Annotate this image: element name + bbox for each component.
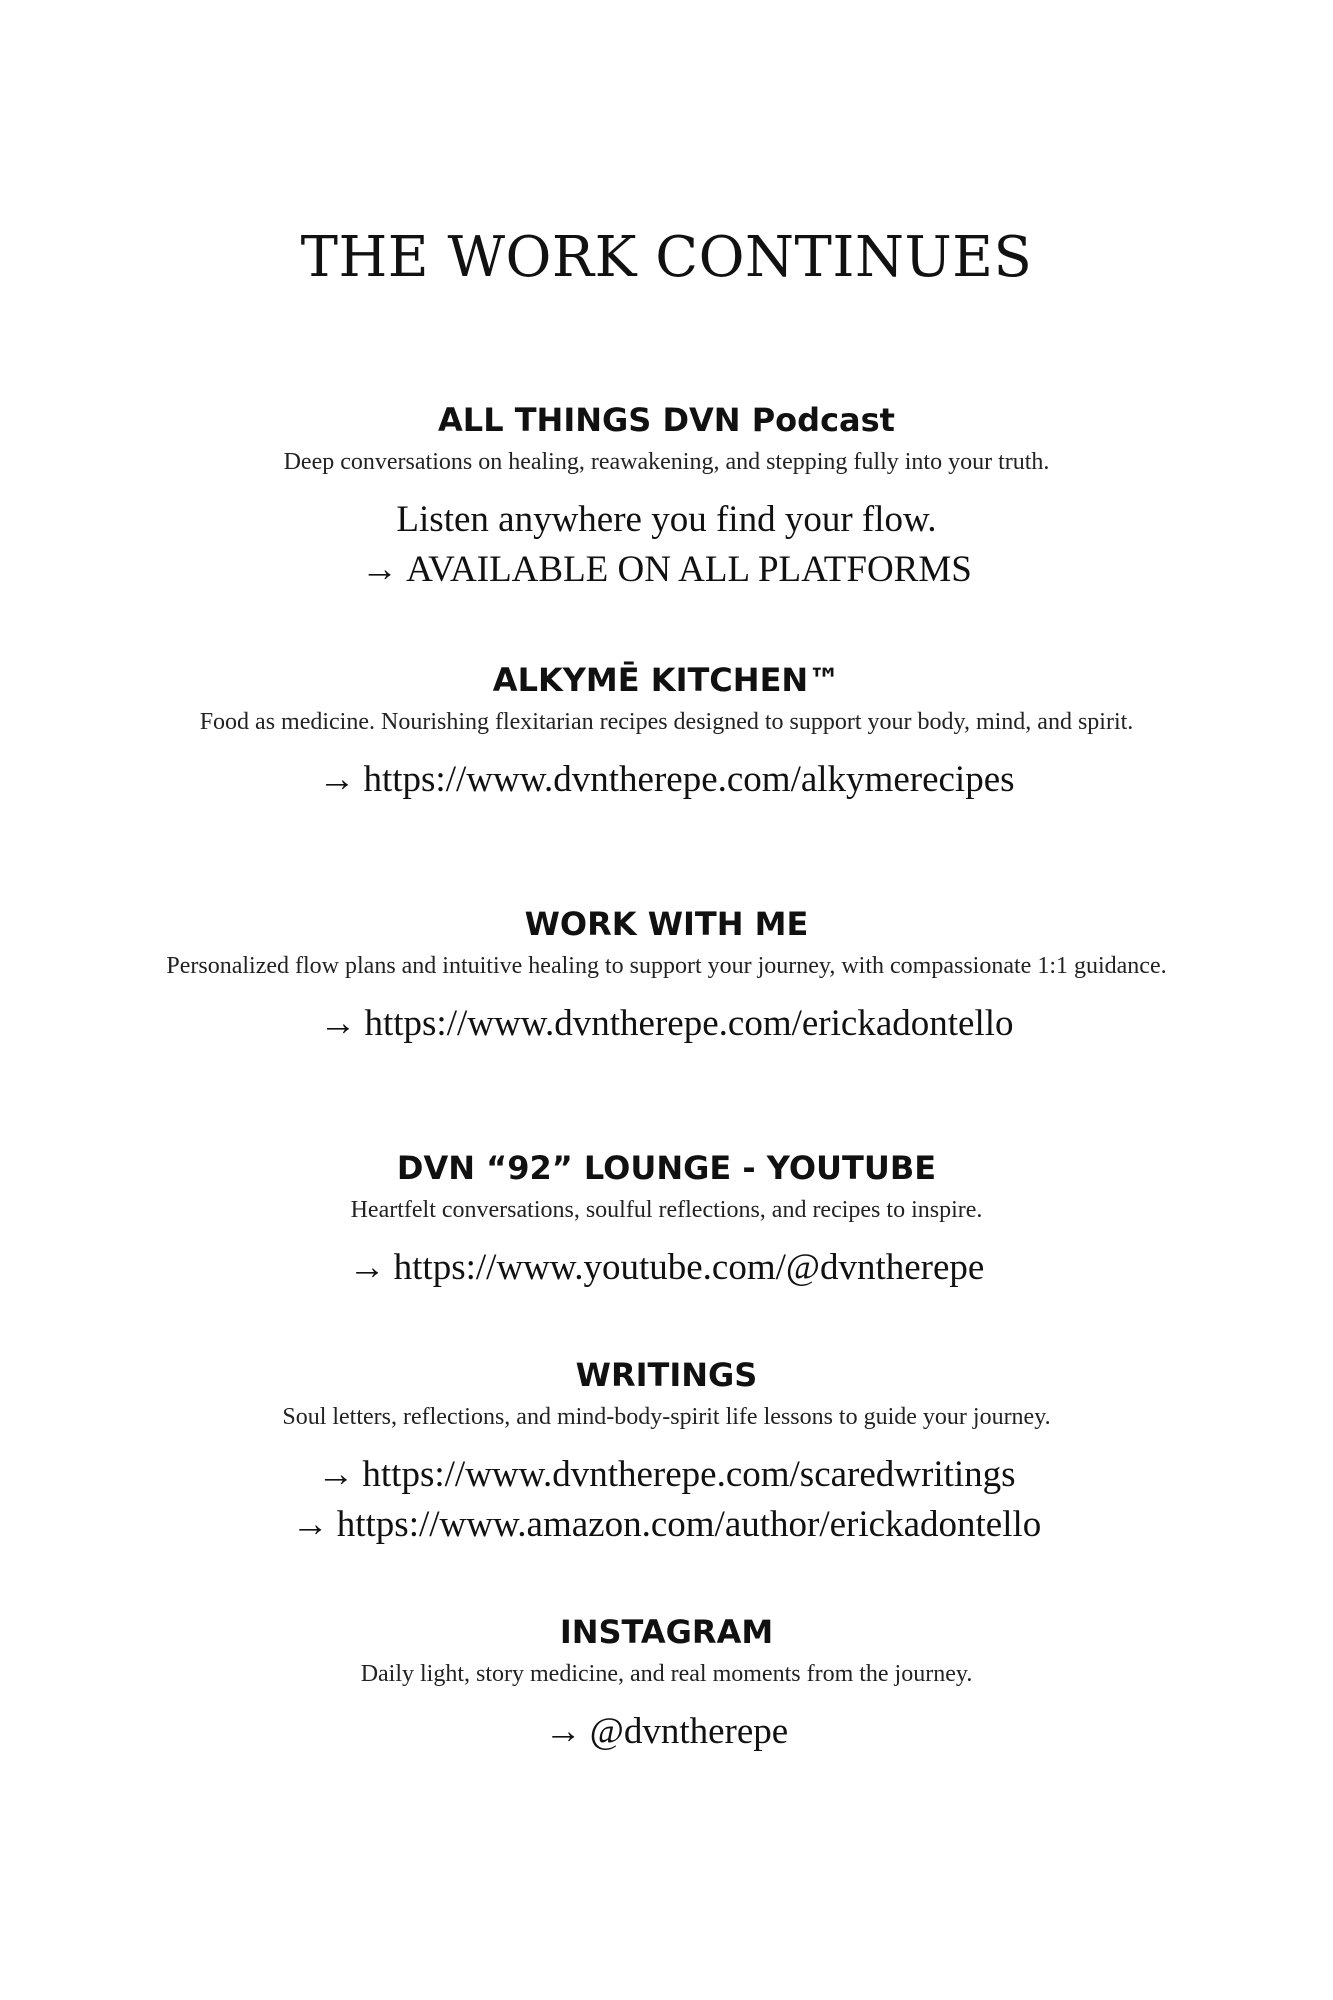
- podcast-lines: [130, 495, 1203, 595]
- instagram-links: [130, 1707, 1203, 1757]
- kitchen-link-text[interactable]: https://www.dvntherepe.com/alkymerecipes: [363, 759, 1015, 800]
- section-description: Daily light, story medicine, and real moments from the journey.: [360, 1661, 973, 1687]
- right-arrow-icon: →: [317, 1454, 355, 1495]
- kitchen-link[interactable]: [130, 755, 1203, 805]
- instagram-handle-link[interactable]: [130, 1707, 1203, 1757]
- podcast-platforms-text[interactable]: AVAILABLE ON ALL PLATFORMS: [406, 549, 972, 590]
- right-arrow-icon: →: [291, 1504, 329, 1545]
- section-podcast: [130, 400, 1203, 595]
- podcast-tagline: [130, 495, 1203, 545]
- section-description: Soul letters, reflections, and mind-body-spirit life lessons to guide your journey.: [282, 1404, 1051, 1430]
- section-heading: ALL THINGS DVN Podcast: [438, 401, 895, 439]
- writings-links: [130, 1450, 1203, 1550]
- section-heading: DVN “92” LOUNGE - YOUTUBE: [396, 1149, 937, 1187]
- right-arrow-icon: →: [361, 549, 399, 590]
- amazon-author-link-text[interactable]: https://www.amazon.com/author/erickadontello: [336, 1504, 1042, 1545]
- section-alkyme-kitchen: [130, 660, 1203, 805]
- youtube-link[interactable]: [130, 1243, 1203, 1293]
- work-with-me-link[interactable]: [130, 999, 1203, 1049]
- section-writings: [130, 1355, 1203, 1550]
- podcast-platforms-line[interactable]: [130, 545, 1203, 595]
- section-heading: INSTAGRAM: [559, 1613, 774, 1651]
- right-arrow-icon: →: [318, 759, 356, 800]
- podcast-tagline-text: Listen anywhere you find your flow.: [396, 499, 937, 540]
- youtube-link-text[interactable]: https://www.youtube.com/@dvntherepe: [393, 1247, 985, 1288]
- section-description: Personalized flow plans and intuitive healing to support your journey, with compassionate 1:1 guidance.: [166, 953, 1167, 979]
- section-heading: WRITINGS: [575, 1356, 758, 1394]
- section-youtube-lounge: [130, 1148, 1203, 1293]
- section-heading: WORK WITH ME: [524, 905, 809, 943]
- section-description: Heartfelt conversations, soulful reflections, and recipes to inspire.: [350, 1197, 983, 1223]
- section-work-with-me: [130, 904, 1203, 1049]
- section-description: Deep conversations on healing, reawakening, and stepping fully into your truth.: [283, 449, 1050, 475]
- right-arrow-icon: →: [544, 1711, 582, 1752]
- section-heading: ALKYMĒ KITCHEN™: [492, 661, 841, 699]
- section-description: Food as medicine. Nourishing flexitarian recipes designed to support your body, mind, and spirit.: [199, 709, 1134, 735]
- instagram-handle-text[interactable]: @dvntherepe: [589, 1711, 789, 1752]
- page-title: THE WORK CONTINUES: [300, 225, 1033, 290]
- right-arrow-icon: →: [348, 1247, 386, 1288]
- amazon-author-link[interactable]: [130, 1500, 1203, 1550]
- work-with-me-links: [130, 999, 1203, 1049]
- writings-link[interactable]: [130, 1450, 1203, 1500]
- kitchen-links: [130, 755, 1203, 805]
- writings-link-text[interactable]: https://www.dvntherepe.com/scaredwritings: [362, 1454, 1016, 1495]
- youtube-links: [130, 1243, 1203, 1293]
- right-arrow-icon: →: [319, 1003, 357, 1044]
- work-with-me-link-text[interactable]: https://www.dvntherepe.com/erickadontello: [364, 1003, 1014, 1044]
- section-instagram: [130, 1612, 1203, 1757]
